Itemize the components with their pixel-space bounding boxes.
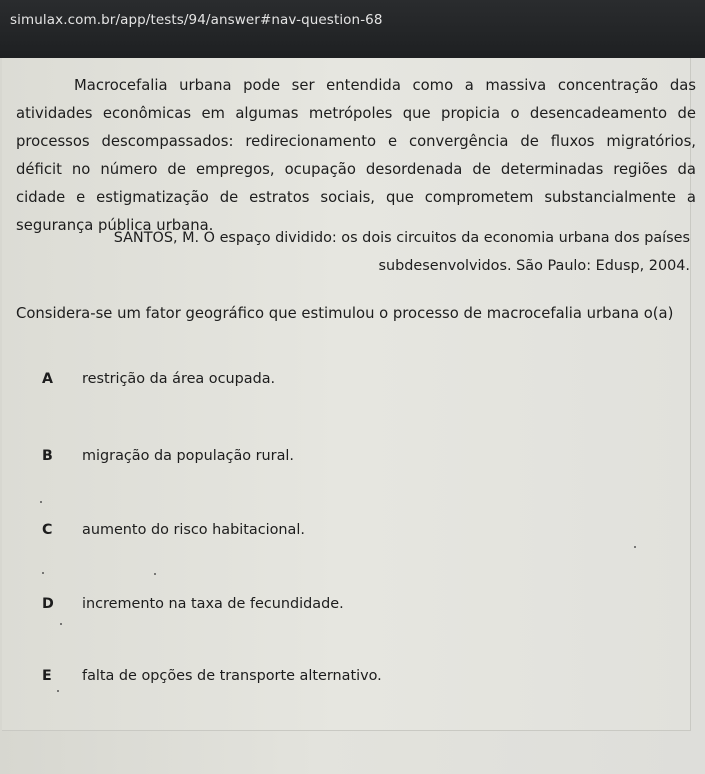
screen-speck <box>57 690 59 692</box>
screen-speck <box>60 623 62 625</box>
option-d[interactable] <box>42 591 662 617</box>
option-text: incremento na taxa de fecundidade. <box>82 596 344 612</box>
citation <box>62 224 690 280</box>
option-text: falta de opções de transporte alternativo. <box>82 668 382 684</box>
option-letter: A <box>42 371 53 387</box>
screen-speck <box>154 573 156 575</box>
screen-speck <box>40 501 42 503</box>
option-c[interactable] <box>42 517 662 543</box>
option-text: aumento do risco habitacional. <box>82 522 305 538</box>
option-text: restrição da área ocupada. <box>82 371 276 387</box>
option-letter: D <box>42 596 54 612</box>
citation-line-1: SANTOS, M. O espaço dividido: os dois circuitos da economia urbana dos países <box>113 230 690 246</box>
question-passage <box>16 72 696 240</box>
option-letter: C <box>42 522 53 538</box>
screen-speck <box>42 572 44 574</box>
option-letter: E <box>42 668 52 684</box>
page-content <box>0 58 705 774</box>
address-bar[interactable] <box>0 0 705 58</box>
citation-line-2: subdesenvolvidos. São Paulo: Edusp, 2004. <box>378 258 690 274</box>
option-b[interactable] <box>42 443 662 469</box>
passage-text: Macrocefalia urbana pode ser entendida como a massiva concentração das atividades econômicas em algumas metrópoles que propicia o desencadeamento de processos descompassados: redirecionamento e convergência de fluxos migratórios, déficit no número de empregos, ocupação desordenada de determinadas regiões da cidade e estigmatização de estratos sociais, que comprometem substancialmente a segurança pública urbana. <box>16 77 696 234</box>
screen-speck <box>634 546 636 548</box>
option-text: migração da população rural. <box>82 448 294 464</box>
question-card <box>2 58 696 731</box>
url-text[interactable]: simulax.com.br/app/tests/94/answer#nav-question-68 <box>10 12 383 28</box>
question-prompt: Considera-se um fator geográfico que estimulou o processo de macrocefalia urbana o(a) <box>16 305 674 322</box>
option-a[interactable] <box>42 366 662 392</box>
option-e[interactable] <box>42 663 662 689</box>
option-letter: B <box>42 448 53 464</box>
